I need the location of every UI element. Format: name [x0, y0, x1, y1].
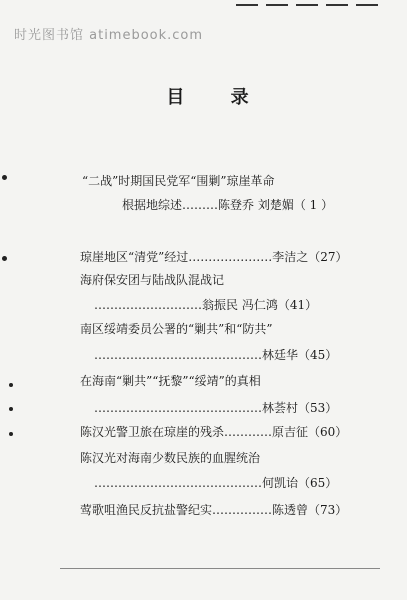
scan-speck	[2, 175, 7, 180]
scan-speck	[9, 407, 13, 411]
toc-entry-4-author-page: ……………………………………林廷华（45）	[94, 348, 338, 362]
toc-entry-2: 琼崖地区“清党”经过…………………李洁之（27）	[80, 250, 348, 264]
toc-entry-3-author-page: ………………………翁振民 冯仁鸿（41）	[94, 298, 318, 312]
header-dash	[296, 4, 318, 6]
toc-entry-4-title: 南区绥靖委员公署的“剿共”和“防共”	[80, 322, 273, 336]
bottom-rule	[60, 568, 380, 569]
scan-speck	[9, 432, 13, 436]
toc-entry-7-author-page: ……………………………………何凯诒（65）	[94, 476, 338, 490]
toc-entry-7-title: 陈汉光对海南少数民族的血腥统治	[80, 451, 261, 465]
toc-entry-8: 莺歌咀渔民反抗盐警纪实……………陈透曾（73）	[80, 503, 348, 517]
toc-entry-6: 陈汉光警卫旅在琼崖的残杀…………原吉征（60）	[80, 425, 348, 439]
watermark: 时光图书馆 atimebook.com	[14, 28, 204, 43]
toc-entry-1-author-page: 根据地综述………陈登乔 刘楚媚（ 1 ）	[122, 198, 334, 212]
toc-entry-1-title: “二战”时期国民党军“围剿”琼崖革命	[82, 174, 275, 188]
page-title: 目 录	[166, 87, 269, 108]
header-dash	[356, 4, 378, 6]
header-dash	[266, 4, 288, 6]
toc-entry-3-title: 海府保安团与陆战队混战记	[80, 273, 225, 287]
header-dash	[236, 4, 258, 6]
scan-speck	[2, 256, 7, 261]
toc-entry-5-title: 在海南“剿共”“抚黎”“绥靖”的真相	[80, 374, 261, 388]
header-dash	[326, 4, 348, 6]
toc-entry-5-author-page: ……………………………………林荟村（53）	[94, 401, 338, 415]
scan-speck	[9, 383, 13, 387]
